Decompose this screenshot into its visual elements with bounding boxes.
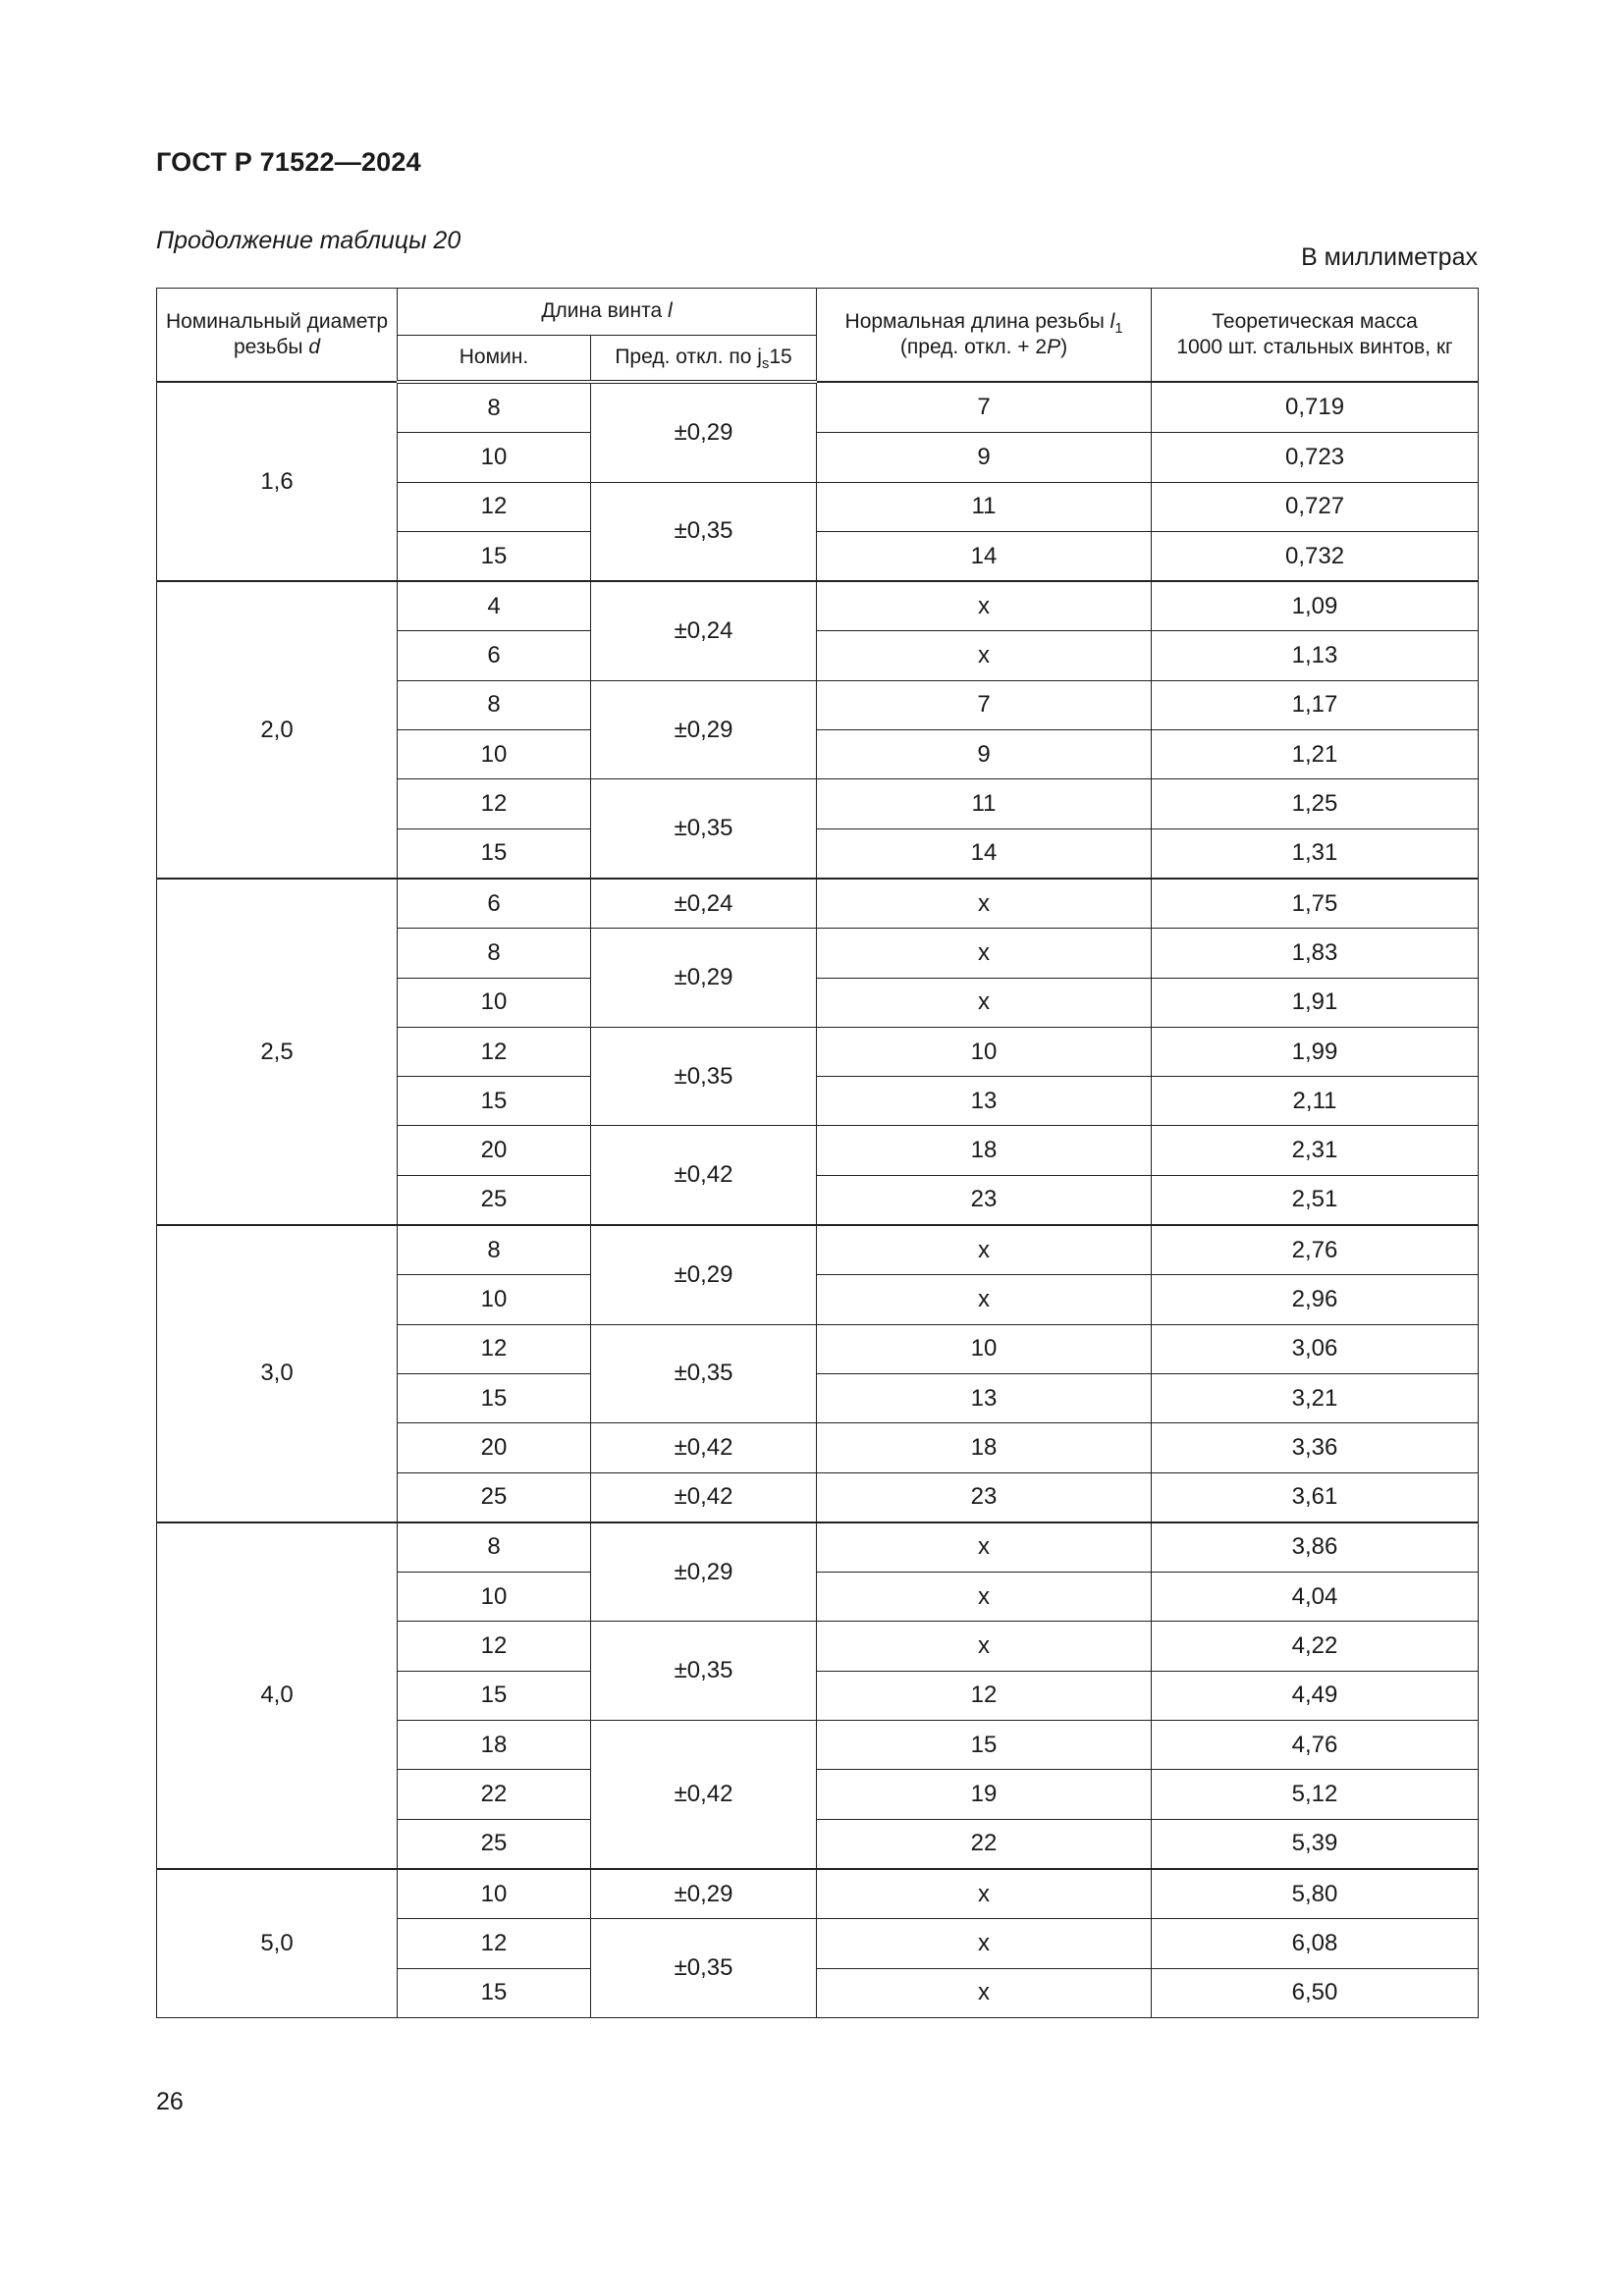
cell-thread-length: x: [817, 978, 1152, 1027]
cell-deviation: ±0,42: [591, 1423, 817, 1472]
cell-mass: 0,727: [1152, 482, 1479, 531]
cell-mass: 2,31: [1152, 1126, 1479, 1175]
cell-nominal-length: 12: [398, 482, 591, 531]
cell-mass: 6,08: [1152, 1919, 1479, 1968]
cell-nominal-length: 12: [398, 1027, 591, 1076]
cell-diameter: 1,6: [157, 382, 398, 581]
header-screw-length: Длина винта l: [398, 289, 817, 336]
cell-nominal-length: 10: [398, 1869, 591, 1919]
cell-thread-length: 23: [817, 1175, 1152, 1225]
header-deviation: Пред. откл. по $j_s15$: [591, 336, 817, 383]
cell-nominal-length: 22: [398, 1770, 591, 1819]
cell-mass: 3,06: [1152, 1324, 1479, 1373]
cell-nominal-length: 10: [398, 433, 591, 482]
cell-nominal-length: 10: [398, 1573, 591, 1622]
cell-diameter: 2,0: [157, 581, 398, 879]
cell-nominal-length: 8: [398, 382, 591, 433]
cell-nominal-length: 15: [398, 828, 591, 879]
cell-thread-length: 18: [817, 1126, 1152, 1175]
cell-deviation: ±0,24: [591, 879, 817, 929]
cell-mass: 6,50: [1152, 1968, 1479, 2017]
cell-deviation: ±0,42: [591, 1721, 817, 1869]
cell-mass: 1,21: [1152, 730, 1479, 779]
cell-diameter: 3,0: [157, 1225, 398, 1522]
cell-thread-length: 9: [817, 730, 1152, 779]
cell-nominal-length: 10: [398, 730, 591, 779]
cell-thread-length: 22: [817, 1819, 1152, 1869]
cell-thread-length: x: [817, 879, 1152, 929]
cell-nominal-length: 15: [398, 1373, 591, 1422]
table-row: [157, 1522, 1479, 1573]
cell-thread-length: 12: [817, 1671, 1152, 1720]
cell-mass: 5,39: [1152, 1819, 1479, 1869]
units-note: В миллиметрах: [1301, 243, 1478, 271]
cell-thread-length: x: [817, 1225, 1152, 1275]
cell-thread-length: 11: [817, 779, 1152, 828]
table-caption: Продолжение таблицы 20: [156, 227, 461, 254]
cell-thread-length: 23: [817, 1472, 1152, 1522]
cell-deviation: ±0,42: [591, 1472, 817, 1522]
cell-nominal-length: 8: [398, 1225, 591, 1275]
cell-nominal-length: 10: [398, 1275, 591, 1324]
cell-deviation: ±0,35: [591, 1027, 817, 1126]
cell-nominal-length: 15: [398, 1968, 591, 2017]
cell-thread-length: 7: [817, 382, 1152, 433]
cell-mass: 0,719: [1152, 382, 1479, 433]
cell-nominal-length: 25: [398, 1472, 591, 1522]
cell-mass: 1,99: [1152, 1027, 1479, 1076]
cell-mass: 1,09: [1152, 581, 1479, 631]
table-row: [157, 879, 1479, 929]
cell-thread-length: x: [817, 1275, 1152, 1324]
cell-mass: 1,75: [1152, 879, 1479, 929]
cell-mass: 1,31: [1152, 828, 1479, 879]
cell-nominal-length: 15: [398, 531, 591, 581]
screw-spec-table: [156, 288, 1479, 2018]
cell-nominal-length: 20: [398, 1423, 591, 1472]
header-mass: Теоретическая масса 1000 шт. стальных винтов, кг: [1152, 289, 1479, 383]
cell-deviation: ±0,29: [591, 680, 817, 779]
cell-mass: 3,21: [1152, 1373, 1479, 1422]
cell-nominal-length: 8: [398, 1522, 591, 1573]
cell-diameter: 5,0: [157, 1869, 398, 2017]
cell-thread-length: x: [817, 631, 1152, 680]
cell-nominal-length: 4: [398, 581, 591, 631]
cell-nominal-length: 12: [398, 1919, 591, 1968]
cell-mass: 3,61: [1152, 1472, 1479, 1522]
cell-deviation: ±0,29: [591, 1522, 817, 1622]
header-nominal: Номин.: [398, 336, 591, 383]
cell-nominal-length: 12: [398, 779, 591, 828]
cell-nominal-length: 6: [398, 631, 591, 680]
table-row: [157, 1869, 1479, 1919]
table-body: [157, 382, 1479, 2017]
cell-nominal-length: 6: [398, 879, 591, 929]
cell-thread-length: 19: [817, 1770, 1152, 1819]
table-header: [157, 289, 1479, 383]
cell-mass: 5,80: [1152, 1869, 1479, 1919]
cell-deviation: ±0,35: [591, 779, 817, 879]
cell-mass: 0,732: [1152, 531, 1479, 581]
cell-thread-length: 14: [817, 531, 1152, 581]
cell-mass: 4,76: [1152, 1721, 1479, 1770]
cell-thread-length: 14: [817, 828, 1152, 879]
cell-deviation: ±0,29: [591, 1225, 817, 1324]
cell-nominal-length: 15: [398, 1077, 591, 1126]
cell-nominal-length: 12: [398, 1324, 591, 1373]
cell-mass: 2,96: [1152, 1275, 1479, 1324]
cell-thread-length: 11: [817, 482, 1152, 531]
cell-thread-length: 13: [817, 1373, 1152, 1422]
cell-thread-length: 18: [817, 1423, 1152, 1472]
cell-mass: 1,13: [1152, 631, 1479, 680]
cell-mass: 1,83: [1152, 929, 1479, 978]
cell-deviation: ±0,35: [591, 482, 817, 581]
cell-thread-length: 13: [817, 1077, 1152, 1126]
cell-thread-length: 7: [817, 680, 1152, 729]
cell-thread-length: x: [817, 1622, 1152, 1671]
cell-deviation: ±0,29: [591, 1869, 817, 1919]
cell-nominal-length: 8: [398, 680, 591, 729]
cell-mass: 1,91: [1152, 978, 1479, 1027]
cell-mass: 5,12: [1152, 1770, 1479, 1819]
cell-deviation: ±0,29: [591, 929, 817, 1028]
cell-mass: 3,86: [1152, 1522, 1479, 1573]
cell-nominal-length: 10: [398, 978, 591, 1027]
cell-thread-length: x: [817, 581, 1152, 631]
cell-thread-length: 9: [817, 433, 1152, 482]
cell-mass: 2,51: [1152, 1175, 1479, 1225]
cell-deviation: ±0,35: [591, 1324, 817, 1423]
page-number: 26: [156, 2088, 184, 2115]
cell-deviation: ±0,42: [591, 1126, 817, 1225]
table-row: [157, 1225, 1479, 1275]
cell-nominal-length: 8: [398, 929, 591, 978]
cell-deviation: ±0,24: [591, 581, 817, 680]
cell-deviation: ±0,35: [591, 1919, 817, 2018]
cell-diameter: 2,5: [157, 879, 398, 1225]
cell-nominal-length: 18: [398, 1721, 591, 1770]
cell-thread-length: x: [817, 929, 1152, 978]
cell-mass: 1,25: [1152, 779, 1479, 828]
header-thread-length: Нормальная длина резьбы $l_1$ (пред. откл. + 2P): [817, 289, 1152, 383]
cell-thread-length: x: [817, 1522, 1152, 1573]
cell-mass: 3,36: [1152, 1423, 1479, 1472]
cell-nominal-length: 25: [398, 1819, 591, 1869]
cell-nominal-length: 20: [398, 1126, 591, 1175]
cell-nominal-length: 25: [398, 1175, 591, 1225]
cell-thread-length: x: [817, 1968, 1152, 2017]
cell-mass: 4,49: [1152, 1671, 1479, 1720]
cell-thread-length: x: [817, 1919, 1152, 1968]
cell-mass: 2,11: [1152, 1077, 1479, 1126]
cell-mass: 2,76: [1152, 1225, 1479, 1275]
table-row: [157, 581, 1479, 631]
cell-thread-length: 10: [817, 1324, 1152, 1373]
cell-mass: 4,04: [1152, 1573, 1479, 1622]
cell-thread-length: x: [817, 1573, 1152, 1622]
cell-mass: 4,22: [1152, 1622, 1479, 1671]
table-row: [157, 382, 1479, 433]
cell-nominal-length: 15: [398, 1671, 591, 1720]
cell-deviation: ±0,29: [591, 382, 817, 482]
cell-mass: 1,17: [1152, 680, 1479, 729]
cell-deviation: ±0,35: [591, 1622, 817, 1721]
header-diameter: Номинальный диаметр резьбы d: [157, 289, 398, 383]
cell-thread-length: 15: [817, 1721, 1152, 1770]
cell-nominal-length: 12: [398, 1622, 591, 1671]
cell-thread-length: x: [817, 1869, 1152, 1919]
cell-diameter: 4,0: [157, 1522, 398, 1869]
cell-mass: 0,723: [1152, 433, 1479, 482]
cell-thread-length: 10: [817, 1027, 1152, 1076]
document-code: ГОСТ Р 71522—2024: [156, 147, 421, 177]
